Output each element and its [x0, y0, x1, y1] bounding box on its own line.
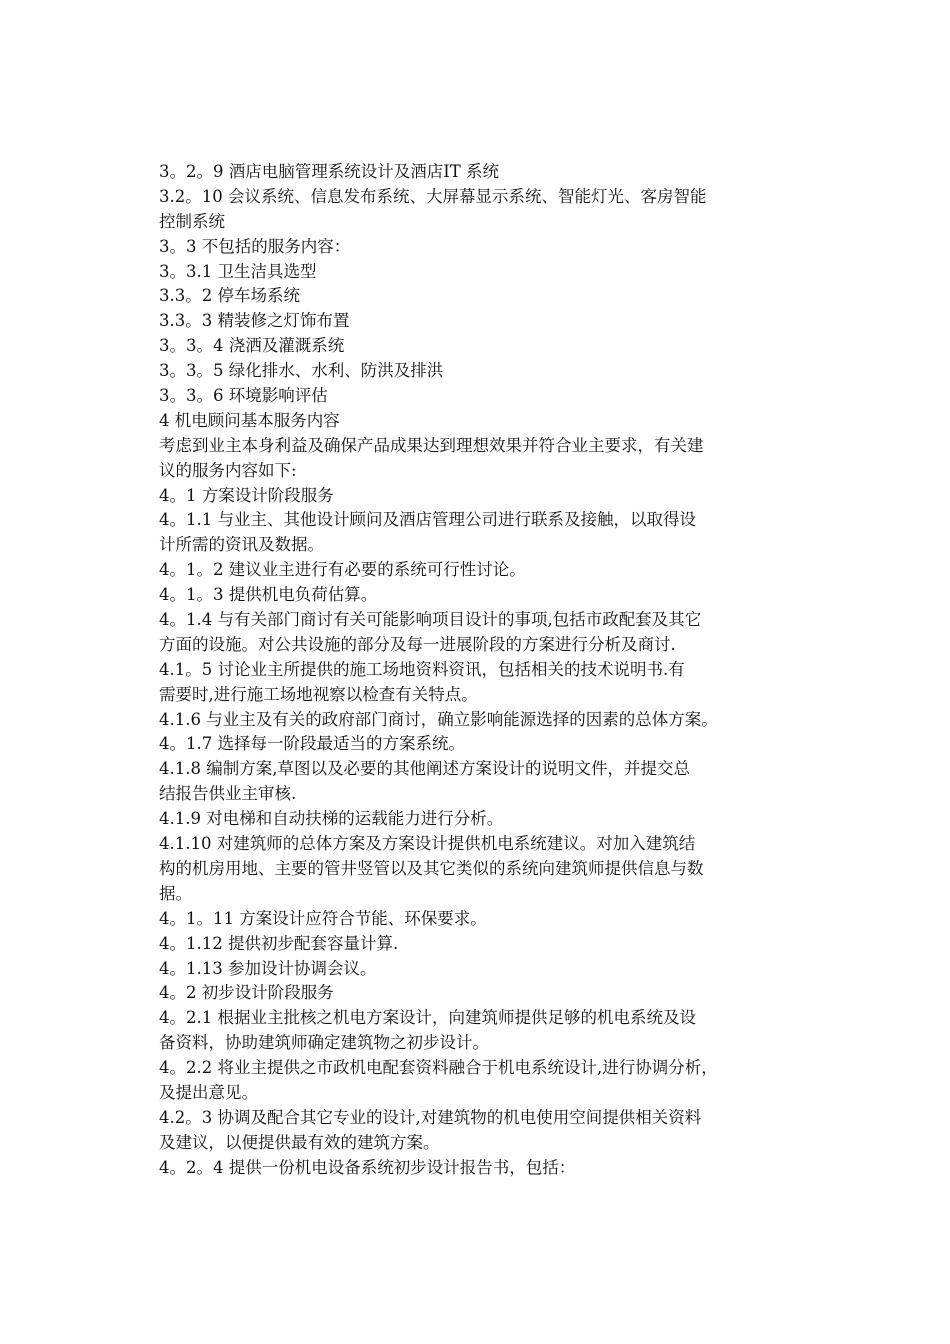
- text-line: 4。2.1 根据业主批核之机电方案设计，向建筑师提供足够的机电系统及设: [159, 1008, 696, 1028]
- text-line: 3.2。10 会议系统、信息发布系统、大屏幕显示系统、智能灯光、客房智能: [159, 186, 707, 206]
- text-line: 4.2。3 协调及配合其它专业的设计,对建筑物的机电使用空间提供相关资料: [159, 1107, 702, 1127]
- text-line: 3。3。6 环境影响评估: [159, 386, 328, 406]
- text-line: 4.1.8 编制方案,草图以及必要的其他阐述方案设计的说明文件，并提交总: [159, 759, 690, 779]
- text-line: 及建议，以便提供最有效的建筑方案。: [159, 1132, 440, 1152]
- section-heading: 4 机电顾问基本服务内容: [159, 410, 340, 430]
- text-line: 3.3。3 精装修之灯饰布置: [159, 311, 350, 331]
- text-line: 计所需的资讯及数据。: [159, 535, 324, 555]
- document-body: [159, 160, 809, 1181]
- subsection-heading: 4。1 方案设计阶段服务: [159, 485, 334, 505]
- text-line: 构的机房用地、主要的管井竖管以及其它类似的系统向建筑师提供信息与数: [159, 858, 704, 878]
- text-line: 控制系统: [159, 211, 225, 231]
- text-line: 方面的设施。对公共设施的部分及每一进展阶段的方案进行分析及商讨.: [159, 634, 676, 654]
- text-line: 3。3。5 绿化排水、水利、防洪及排洪: [159, 361, 444, 381]
- text-line: 4。1.13 参加设计协调会议。: [159, 958, 377, 978]
- text-line: 4。1.4 与有关部门商讨有关可能影响项目设计的事项,包括市政配套及其它: [159, 610, 702, 630]
- subsection-heading: 4。2 初步设计阶段服务: [159, 983, 334, 1003]
- text-line: 3。3.1 卫生洁具选型: [159, 261, 317, 281]
- text-line: 4。1.7 选择每一阶段最适当的方案系统。: [159, 734, 465, 754]
- text-line: 4。1.12 提供初步配套容量计算.: [159, 933, 399, 953]
- text-line: 议的服务内容如下:: [159, 460, 297, 480]
- text-line: 备资料，协助建筑师确定建筑物之初步设计。: [159, 1033, 489, 1053]
- text-line: 及提出意见。: [159, 1082, 258, 1102]
- text-line: 4.1.10 对建筑师的总体方案及方案设计提供机电系统建议。对加入建筑结: [159, 834, 696, 854]
- text-line: 4.1.6 与业主及有关的政府部门商讨，确立影响能源选择的因素的总体方案。: [159, 709, 718, 729]
- text-line: 4。1。2 建议业主进行有必要的系统可行性讨论。: [159, 560, 526, 580]
- text-line: 4。1。11 方案设计应符合节能、环保要求。: [159, 908, 487, 928]
- text-line: 4。1。3 提供机电负荷估算。: [159, 585, 378, 605]
- text-line: 3.3。2 停车场系统: [159, 286, 300, 306]
- text-line: 需要时,进行施工场地视察以检查有关特点。: [159, 684, 478, 704]
- text-line: 4。1.1 与业主、其他设计顾问及酒店管理公司进行联系及接触，以取得设: [159, 510, 696, 530]
- text-line: 3。2。9 酒店电脑管理系统设计及酒店IT 系统: [159, 162, 500, 181]
- text-line: 4。2.2 将业主提供之市政机电配套资料融合于机电系统设计,进行协调分析，: [159, 1058, 718, 1078]
- text-line: 4.1。5 讨论业主所提供的施工场地资料资讯，包括相关的技术说明书.有: [159, 659, 685, 679]
- text-line: 4。2。4 提供一份机电设备系统初步设计报告书，包括：: [159, 1157, 576, 1177]
- text-line: 3。3 不包括的服务内容：: [159, 236, 351, 256]
- text-line: 4.1.9 对电梯和自动扶梯的运载能力进行分析。: [159, 809, 504, 829]
- text-line: 结报告供业主审核.: [159, 784, 297, 804]
- text-line: 据。: [159, 883, 192, 903]
- text-line: 考虑到业主本身利益及确保产品成果达到理想效果并符合业主要求，有关建: [159, 435, 704, 455]
- text-line: 3。3。4 浇洒及灌溉系统: [159, 336, 345, 356]
